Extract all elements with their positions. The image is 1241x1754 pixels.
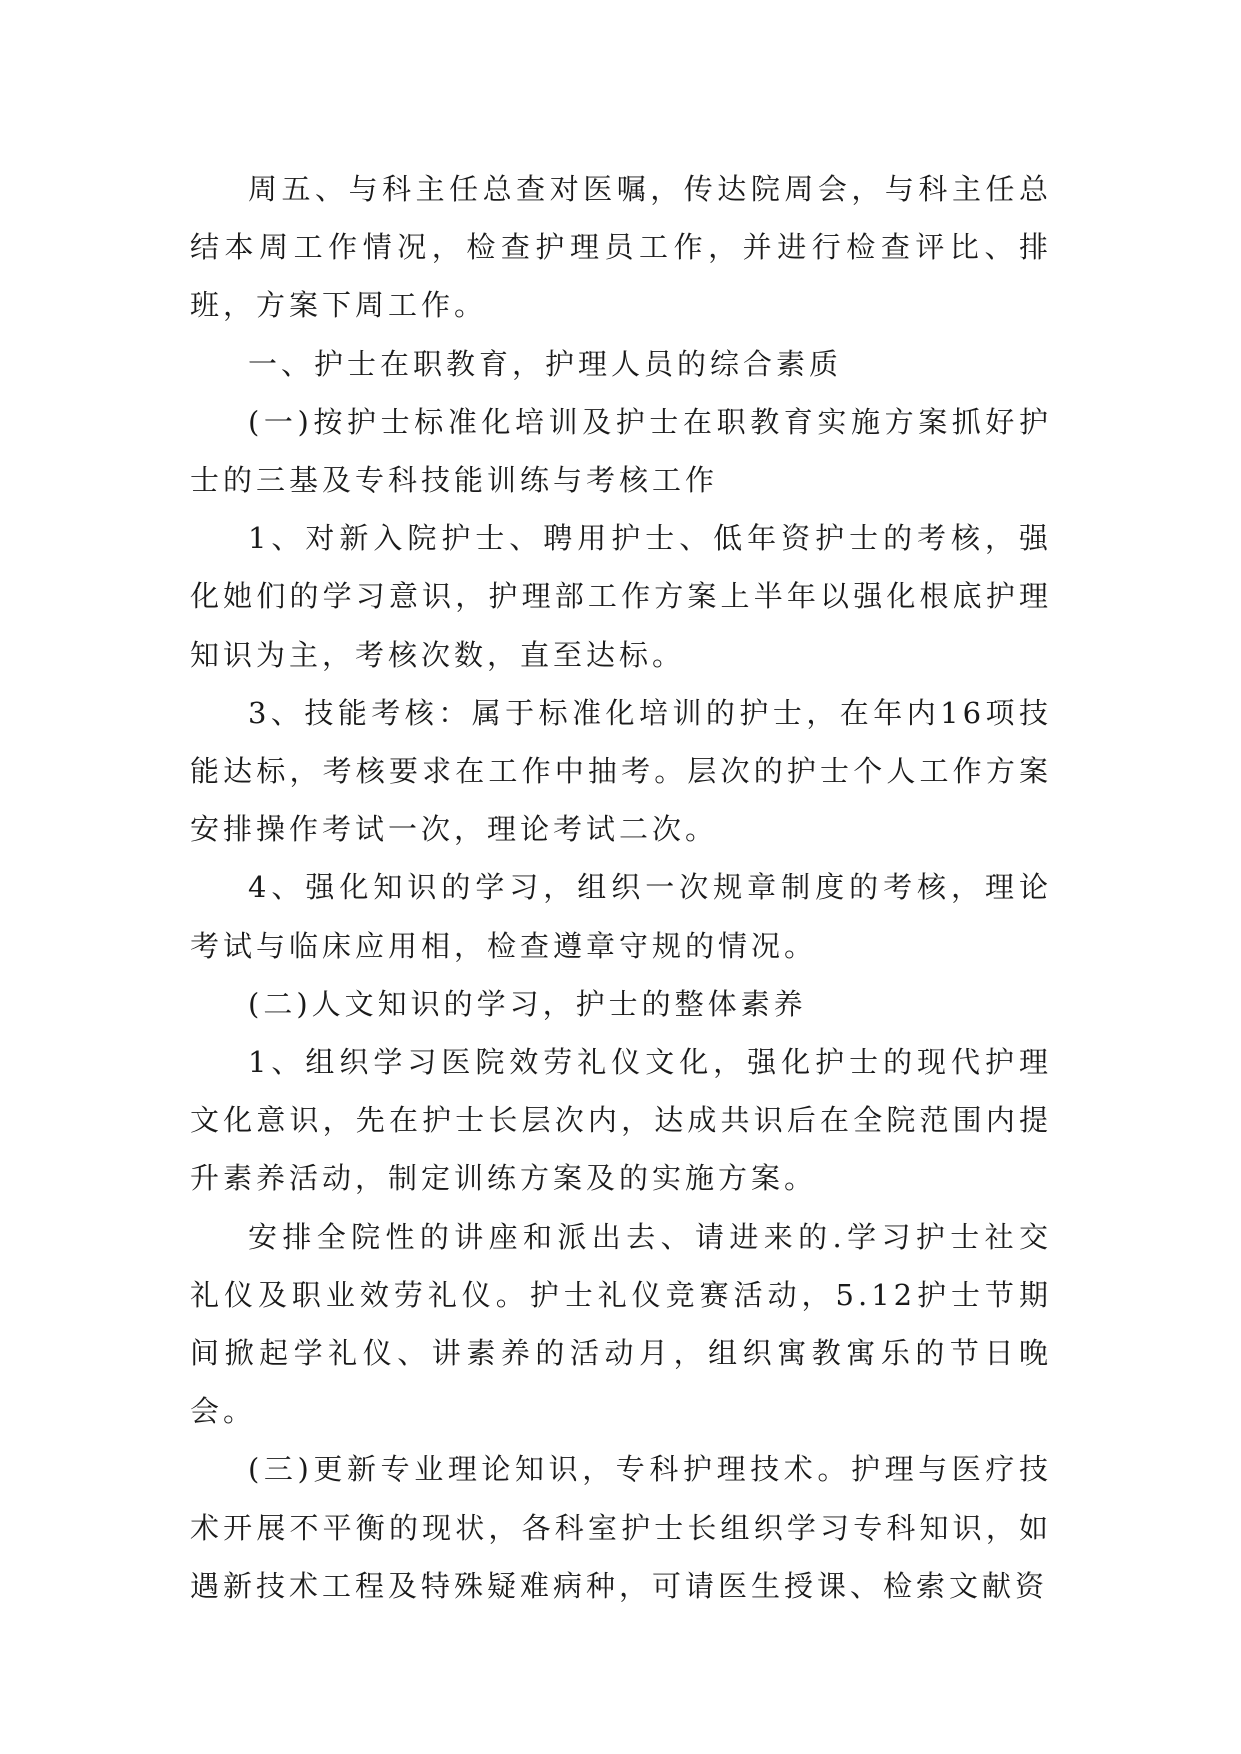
- heading-subsection-2: (二)人文知识的学习，护士的整体素养: [248, 986, 807, 1021]
- paragraph-item-1: 1、对新入院护士、聘用护士、低年资护士的考核，强化她们的学习意识，护理部工作方案上半年以强化根底护理知识为主，考核次数，直至达标。: [190, 521, 1052, 672]
- paragraph-etiquette-1: 1、组织学习医院效劳礼仪文化，强化护士的现代护理文化意识，先在护士长层次内，达成共识后在全院范围内提升素养活动，制定训练方案及的实施方案。: [190, 1045, 1052, 1196]
- paragraph-friday-duties: 周五、与科主任总查对医嘱，传达院周会，与科主任总结本周工作情况，检查护理员工作，并进行检查评比、排班，方案下周工作。: [190, 172, 1052, 323]
- paragraph-subsection-3: (三)更新专业理论知识，专科护理技术。护理与医疗技术开展不平衡的现状，各科室护士长组织学习专科知识，如遇新技术工程及特殊疑难病种，可请医生授课、检索文献资: [190, 1452, 1052, 1603]
- heading-subsection-1: (一)按护士标准化培训及护士在职教育实施方案抓好护士的三基及专科技能训练与考核工作: [190, 404, 1052, 498]
- document-body: [190, 160, 1052, 1615]
- heading-section-1: 一、护士在职教育，护理人员的综合素质: [248, 346, 843, 381]
- paragraph-etiquette-2: 安排全院性的讲座和派出去、请进来的.学习护士社交礼仪及职业效劳礼仪。护士礼仪竞赛活动，5.12护士节期间掀起学礼仪、讲素养的活动月，组织寓教寓乐的节日晚会。: [190, 1219, 1052, 1429]
- paragraph-item-3: 3、技能考核：属于标准化培训的护士，在年内16项技能达标，考核要求在工作中抽考。层次的护士个人工作方案安排操作考试一次，理论考试二次。: [190, 695, 1052, 847]
- paragraph-item-4: 4、强化知识的学习，组织一次规章制度的考核，理论考试与临床应用相，检查遵章守规的情况。: [190, 870, 1052, 963]
